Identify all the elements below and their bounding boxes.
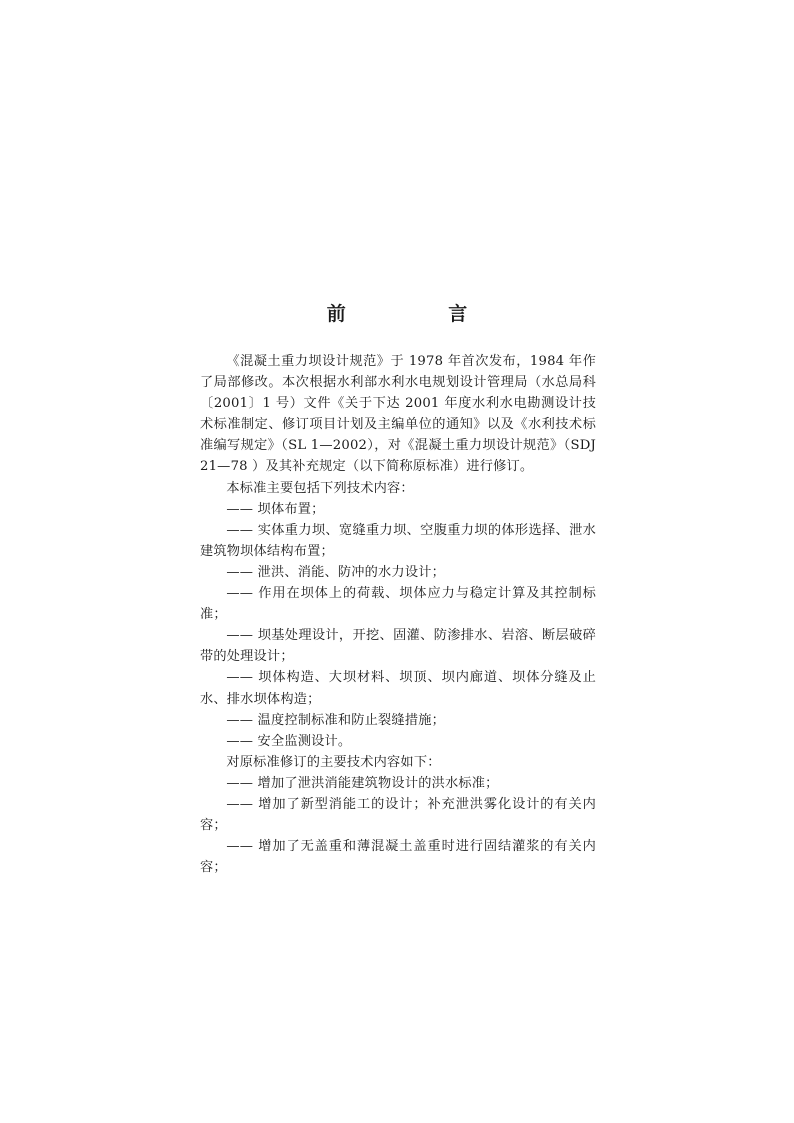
page-title: 前 言 — [326, 302, 510, 325]
list-item: —— 安全监测设计。 — [226, 733, 352, 749]
revision-intro-paragraph: 对原标准修订的主要技术内容如下： — [226, 754, 441, 770]
list-item: —— 增加了泄洪消能建筑物设计的洪水标准； — [226, 775, 499, 791]
list-item: —— 坝体布置； — [226, 501, 325, 517]
list-item: —— 增加了新型消能工的设计；补充泄洪雾化设计的有关内容； — [200, 796, 596, 834]
list-item: —— 作用在坝体上的荷载、坝体应力与稳定计算及其控制标准； — [200, 586, 596, 623]
list-item: —— 实体重力坝、宽缝重力坝、空腹重力坝的体形选择、泄水建筑物坝体结构布置； — [200, 522, 596, 559]
content-intro-paragraph: 本标准主要包括下列技术内容： — [226, 480, 414, 496]
foreword-body — [200, 351, 596, 878]
list-item: —— 泄洪、消能、防冲的水力设计； — [226, 564, 445, 580]
list-item: —— 坝体构造、大坝材料、坝顶、坝内廊道、坝体分缝及止水、排水坝体构造； — [200, 670, 596, 707]
list-item: —— 坝基处理设计，开挖、固灌、防渗排水、岩溶、断层破碎带的处理设计； — [200, 628, 596, 665]
intro-paragraph: 《混凝土重力坝设计规范》于 1978 年首次发布，1984 年作了局部修改。本次根据水利部水利水电规划设计管理局（水总局科〔2001〕1 号）文件《关于下达 2001 年度水利水电勘测设计技术标准制定、修订项目计划及主编单位的通知》以及《水利技术标准编写规定》（SL 1—2002），对《混凝土重力坝设计规范》（SDJ 21—78 ）及其补充规定（以下简称原标准）进行修订。 — [200, 354, 596, 475]
list-item: —— 温度控制标准和防止裂缝措施； — [226, 712, 445, 728]
list-item: —— 增加了无盖重和薄混凝土盖重时进行固结灌浆的有关内容； — [200, 839, 596, 876]
